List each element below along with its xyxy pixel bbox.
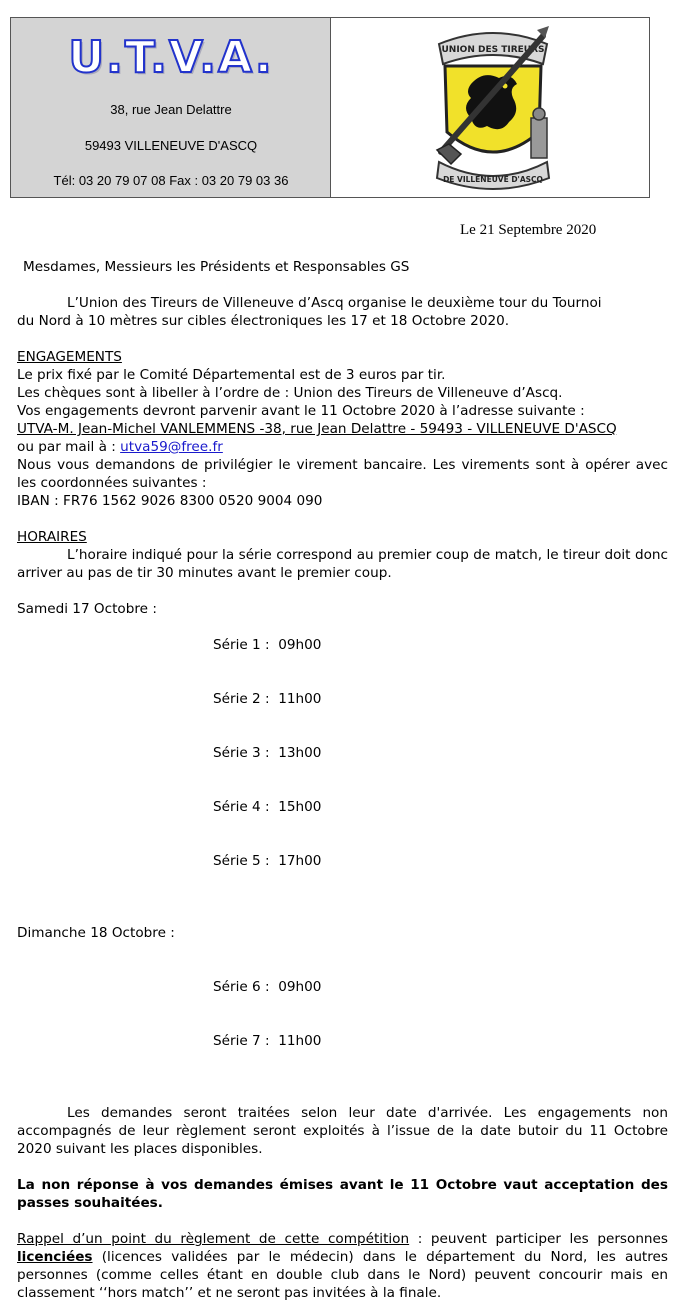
engagements-iban: IBAN : FR76 1562 9026 8300 0520 9004 090 [17, 493, 323, 509]
club-crest-icon [431, 22, 555, 192]
engagements-price: Le prix fixé par le Comité Départemental est de 3 euros par tir. [17, 367, 446, 383]
engagements-virement: Nous vous demandons de privilégier le virement bancaire. Les virements sont à opérer avec les coordonnées suivantes : [17, 457, 668, 491]
street-address: 38, rue Jean Delattre [110, 102, 232, 117]
city-address: 59493 VILLENEUVE D'ASCQ [84, 138, 258, 153]
series-item: Série 7 : 11h00 [213, 1033, 322, 1049]
demandes-paragraph: Les demandes seront traitées selon leur date d'arrivée. Les engagements non accompagnés de leur règlement seront exploités à l’issue de la date butoir du 11 Octobre 2020 suivant les places disponibles. [17, 1105, 668, 1157]
sunday-schedule [17, 942, 668, 1086]
email-link[interactable]: utva59@free.fr [120, 439, 223, 455]
engagements-cheques: Les chèques sont à libeller à l’ordre de : Union des Tireurs de Villeneuve d’Ascq. [17, 385, 563, 401]
crest-bottom-text: DE VILLENEUVE D'ASCQ [443, 175, 543, 184]
engagements-mail-line [17, 438, 668, 456]
intro-line-1: L’Union des Tireurs de Villeneuve d’Ascq organise le deuxième tour du Tournoi [67, 295, 602, 311]
rappel-paragraph [17, 1230, 668, 1302]
series-item: Série 5 : 17h00 [213, 853, 322, 869]
series-item: Série 6 : 09h00 [213, 979, 322, 995]
licenciees-word: licenciées [17, 1249, 93, 1265]
horaires-text: L’horaire indiqué pour la série correspond au premier coup de match, le tireur doit donc arriver au pas de tir 30 minutes avant le premier coup. [17, 547, 668, 581]
saturday-schedule [17, 600, 668, 906]
rappel-part-2: (licences validées par le médecin) dans le département du Nord, les autres personnes (comme celles étant en double club dans le Nord) peuvent concourir mais en classement ‘‘hors match’’ et ne seront pas invitées à la finale. [17, 1249, 668, 1301]
letter-body [17, 258, 668, 1302]
horaires-heading: HORAIRES [17, 529, 87, 545]
engagements-address: UTVA-M. Jean-Michel VANLEMMENS -38, rue Jean Delattre - 59493 - VILLENEUVE D'ASCQ [17, 421, 617, 437]
saturday-series-list [213, 600, 321, 906]
engagements-deadline: Vos engagements devront parvenir avant le 11 Octobre 2020 à l’adresse suivante : [17, 403, 585, 419]
sunday-label: Dimanche 18 Octobre : [17, 925, 175, 941]
crest-top-text: UNION DES TIREURS [441, 45, 545, 55]
saturday-label: Samedi 17 Octobre : [17, 601, 157, 617]
salutation: Mesdames, Messieurs les Présidents et Responsables GS [23, 259, 410, 275]
series-item: Série 4 : 15h00 [213, 799, 322, 815]
sunday-series-list [213, 942, 321, 1086]
intro-line-2: du Nord à 10 mètres sur cibles électroniques les 17 et 18 Octobre 2020. [17, 313, 510, 329]
bold-notice: La non réponse à vos demandes émises avant le 11 Octobre vaut acceptation des passes souhaitées. [17, 1177, 668, 1211]
letterhead-address-panel [11, 18, 331, 197]
series-item: Série 2 : 11h00 [213, 691, 322, 707]
mail-prefix: ou par mail à : [17, 439, 121, 455]
phone-fax: Tél: 03 20 79 07 08 Fax : 03 20 79 03 36 [53, 173, 289, 188]
series-item: Série 1 : 09h00 [213, 637, 322, 653]
utva-logo-text: U.T.V.A. [68, 32, 274, 83]
letter-date: Le 21 Septembre 2020 [460, 222, 597, 238]
rappel-underlined: Rappel d’un point du règlement de cette compétition [17, 1231, 410, 1247]
rappel-part-1: : peuvent participer les personnes [409, 1231, 668, 1247]
crest-panel [331, 18, 649, 197]
letterhead [10, 17, 650, 198]
engagements-heading: ENGAGEMENTS [17, 349, 122, 365]
series-item: Série 3 : 13h00 [213, 745, 322, 761]
